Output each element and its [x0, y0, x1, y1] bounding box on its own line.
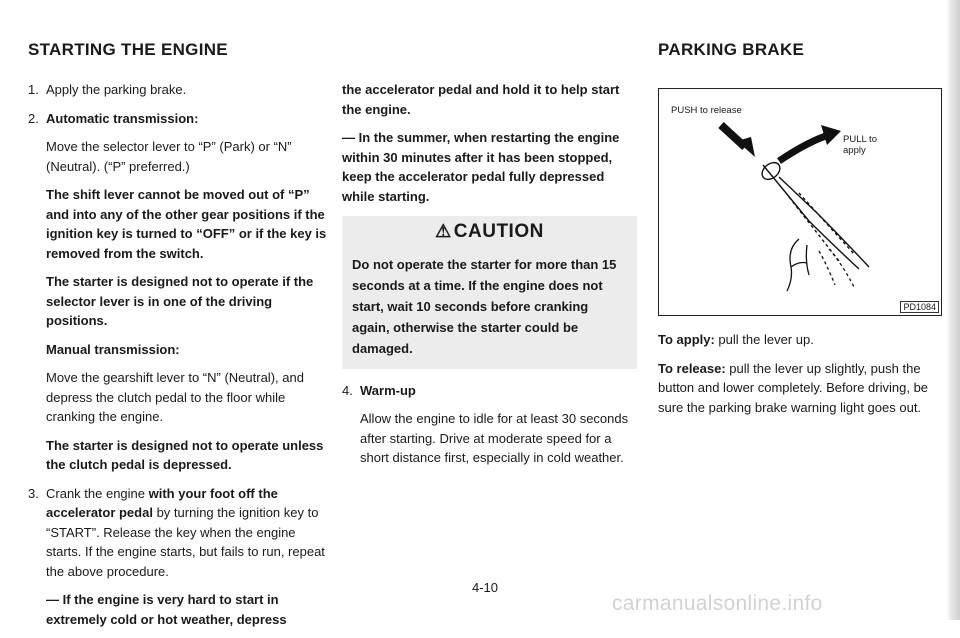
step-number: 4.: [342, 382, 353, 398]
parking-brake-lever-illustration: [659, 89, 941, 315]
middle-column: [342, 80, 637, 477]
warm-up-text: Allow the engine to idle for at least 30 seconds after starting. Drive at moderate speed for a short distance first, especially in cold weather.: [360, 411, 629, 465]
section-title-parking-brake: PARKING BRAKE: [658, 40, 805, 59]
step-text: Apply the parking brake.: [46, 82, 187, 97]
to-release-text: [658, 359, 942, 418]
warning-triangle-icon: ⚠: [435, 221, 452, 241]
manual-trans-note: The starter is designed not to operate unless the clutch pedal is depressed.: [46, 437, 324, 472]
step-3-text-post: by turning the ignition key to “START”. Release the key when the engine starts. If the engine starts, but fails to run, repeat the above procedure.: [46, 505, 325, 579]
step-3-text-pre: Crank the engine: [46, 485, 149, 501]
step-1: [28, 80, 330, 100]
step-label: Automatic transmission:: [46, 110, 199, 126]
summer-restart-note: — In the summer, when restarting the engine within 30 minutes after it has been stopped, keep the accelerator pedal fully depressed while starting.: [342, 130, 620, 204]
step-4-label: [342, 381, 637, 401]
manual-trans-label: Manual transmission:: [46, 341, 180, 357]
auto-trans-text: Move the selector lever to “P” (Park) or “N” (Neutral). (“P” preferred.): [46, 139, 292, 174]
step-number: 2.: [28, 110, 39, 126]
figure-code: PD1084: [900, 301, 939, 313]
caution-text: Do not operate the starter for more than 15 seconds at a time. If the engine does not start, wait 10 seconds before cranking again, otherwise the starter could be damaged.: [352, 256, 617, 356]
section-title-starting-engine: STARTING THE ENGINE: [28, 40, 228, 59]
pull-arrow-icon: [779, 125, 841, 161]
left-column: [28, 80, 330, 638]
hard-start-note: — If the engine is very hard to start in extremely cold or hot weather, depress: [46, 592, 287, 627]
caution-heading: [352, 222, 627, 242]
manual-trans-text: Move the gearshift lever to “N” (Neutral), and depress the clutch pedal to the floor while cranking the engine.: [46, 370, 304, 424]
caution-title: CAUTION: [453, 221, 544, 242]
to-release-label: To release:: [658, 360, 726, 376]
page-number: 4-10: [472, 580, 499, 595]
auto-trans-note-1: The shift lever cannot be moved out of “P” and into any of the other gear positions if the ignition key is turned to “OFF” or if the key is removed from the switch.: [46, 187, 327, 261]
page-edge-shadow: [946, 0, 960, 620]
to-apply-text: [658, 330, 942, 350]
step-3-text-bold: with your foot off the accelerator pedal: [46, 485, 278, 520]
step-number: 1.: [28, 82, 39, 97]
to-apply-label: To apply:: [658, 332, 715, 347]
pull-to-apply-label: PULL to apply: [843, 134, 877, 156]
continued-text: the accelerator pedal and hold it to help start the engine.: [342, 82, 620, 117]
step-label: Warm-up: [360, 382, 416, 398]
push-arrow-icon: [721, 125, 755, 157]
lever-body-icon: [759, 159, 869, 269]
hand-icon: [787, 239, 855, 291]
auto-trans-note-2: The starter is designed not to operate if the selector lever is in one of the driving positions.: [46, 274, 314, 328]
step-2-label: [28, 109, 330, 129]
right-column: [658, 330, 942, 426]
push-to-release-label: PUSH to release: [671, 105, 742, 116]
to-apply-body: pull the lever up.: [714, 332, 814, 347]
parking-brake-figure: [658, 88, 942, 316]
step-number: 3.: [28, 485, 39, 501]
to-release-body: pull the lever up slightly, push the button and lower completely. Before driving, be sure the parking brake warning light goes out.: [658, 360, 929, 415]
caution-box: [342, 216, 637, 369]
watermark: carmanualsonline.info: [612, 592, 823, 615]
step-3: [28, 484, 330, 582]
